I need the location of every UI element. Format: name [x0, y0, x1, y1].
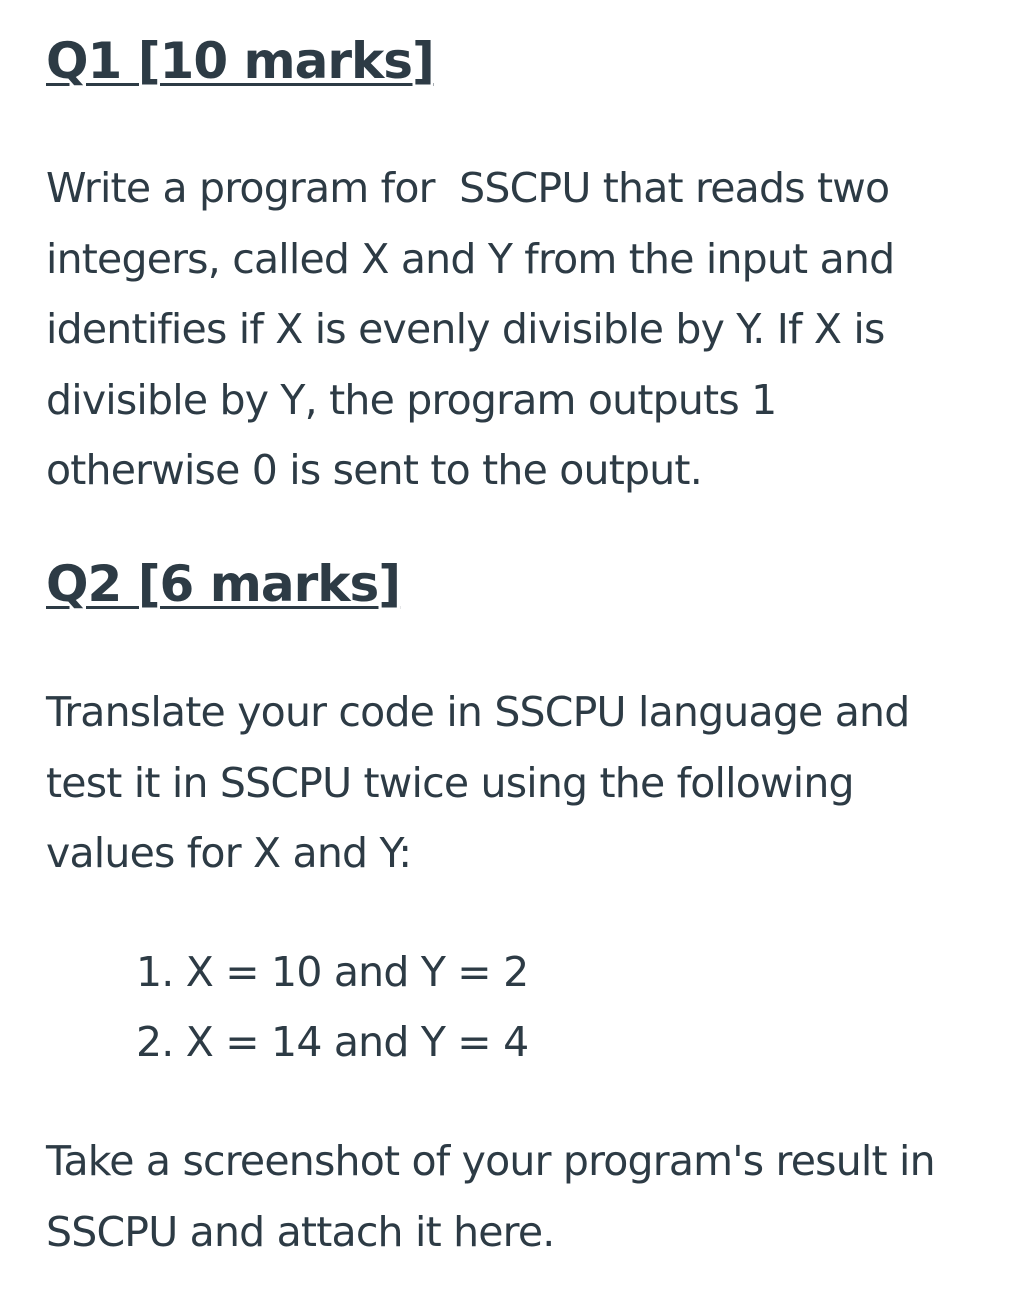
q2-closing-line: Take a screenshot of your program's result in [46, 1137, 935, 1185]
q1-line: identifies if X is evenly divisible by Y. If X is [46, 305, 885, 353]
q2-instructions [46, 677, 1016, 889]
q1-line: Write a program for SSCPU that reads two [46, 164, 890, 212]
q2-intro-line: Translate your code in SSCPU language and [46, 688, 910, 736]
q1-heading: Q1 [10 marks] [46, 32, 434, 90]
q1-line: otherwise 0 is sent to the output. [46, 446, 702, 494]
list-item: 1. X = 10 and Y = 2 [136, 948, 529, 996]
q2-intro-line: test it in SSCPU twice using the following [46, 758, 854, 807]
q2-heading: Q2 [6 marks] [46, 555, 401, 613]
q1-line: divisible by Y, the program outputs 1 [46, 375, 777, 424]
test-values-list [136, 937, 528, 1077]
q1-description [46, 153, 1016, 506]
list-item: 2. X = 14 and Y = 4 [136, 1018, 529, 1066]
q2-intro-line: values for X and Y: [46, 829, 412, 877]
q1-line: integers, called X and Y from the input and [46, 234, 895, 283]
q2-closing-instructions [46, 1126, 1016, 1267]
q2-closing-line: SSCPU and attach it here. [46, 1207, 555, 1256]
